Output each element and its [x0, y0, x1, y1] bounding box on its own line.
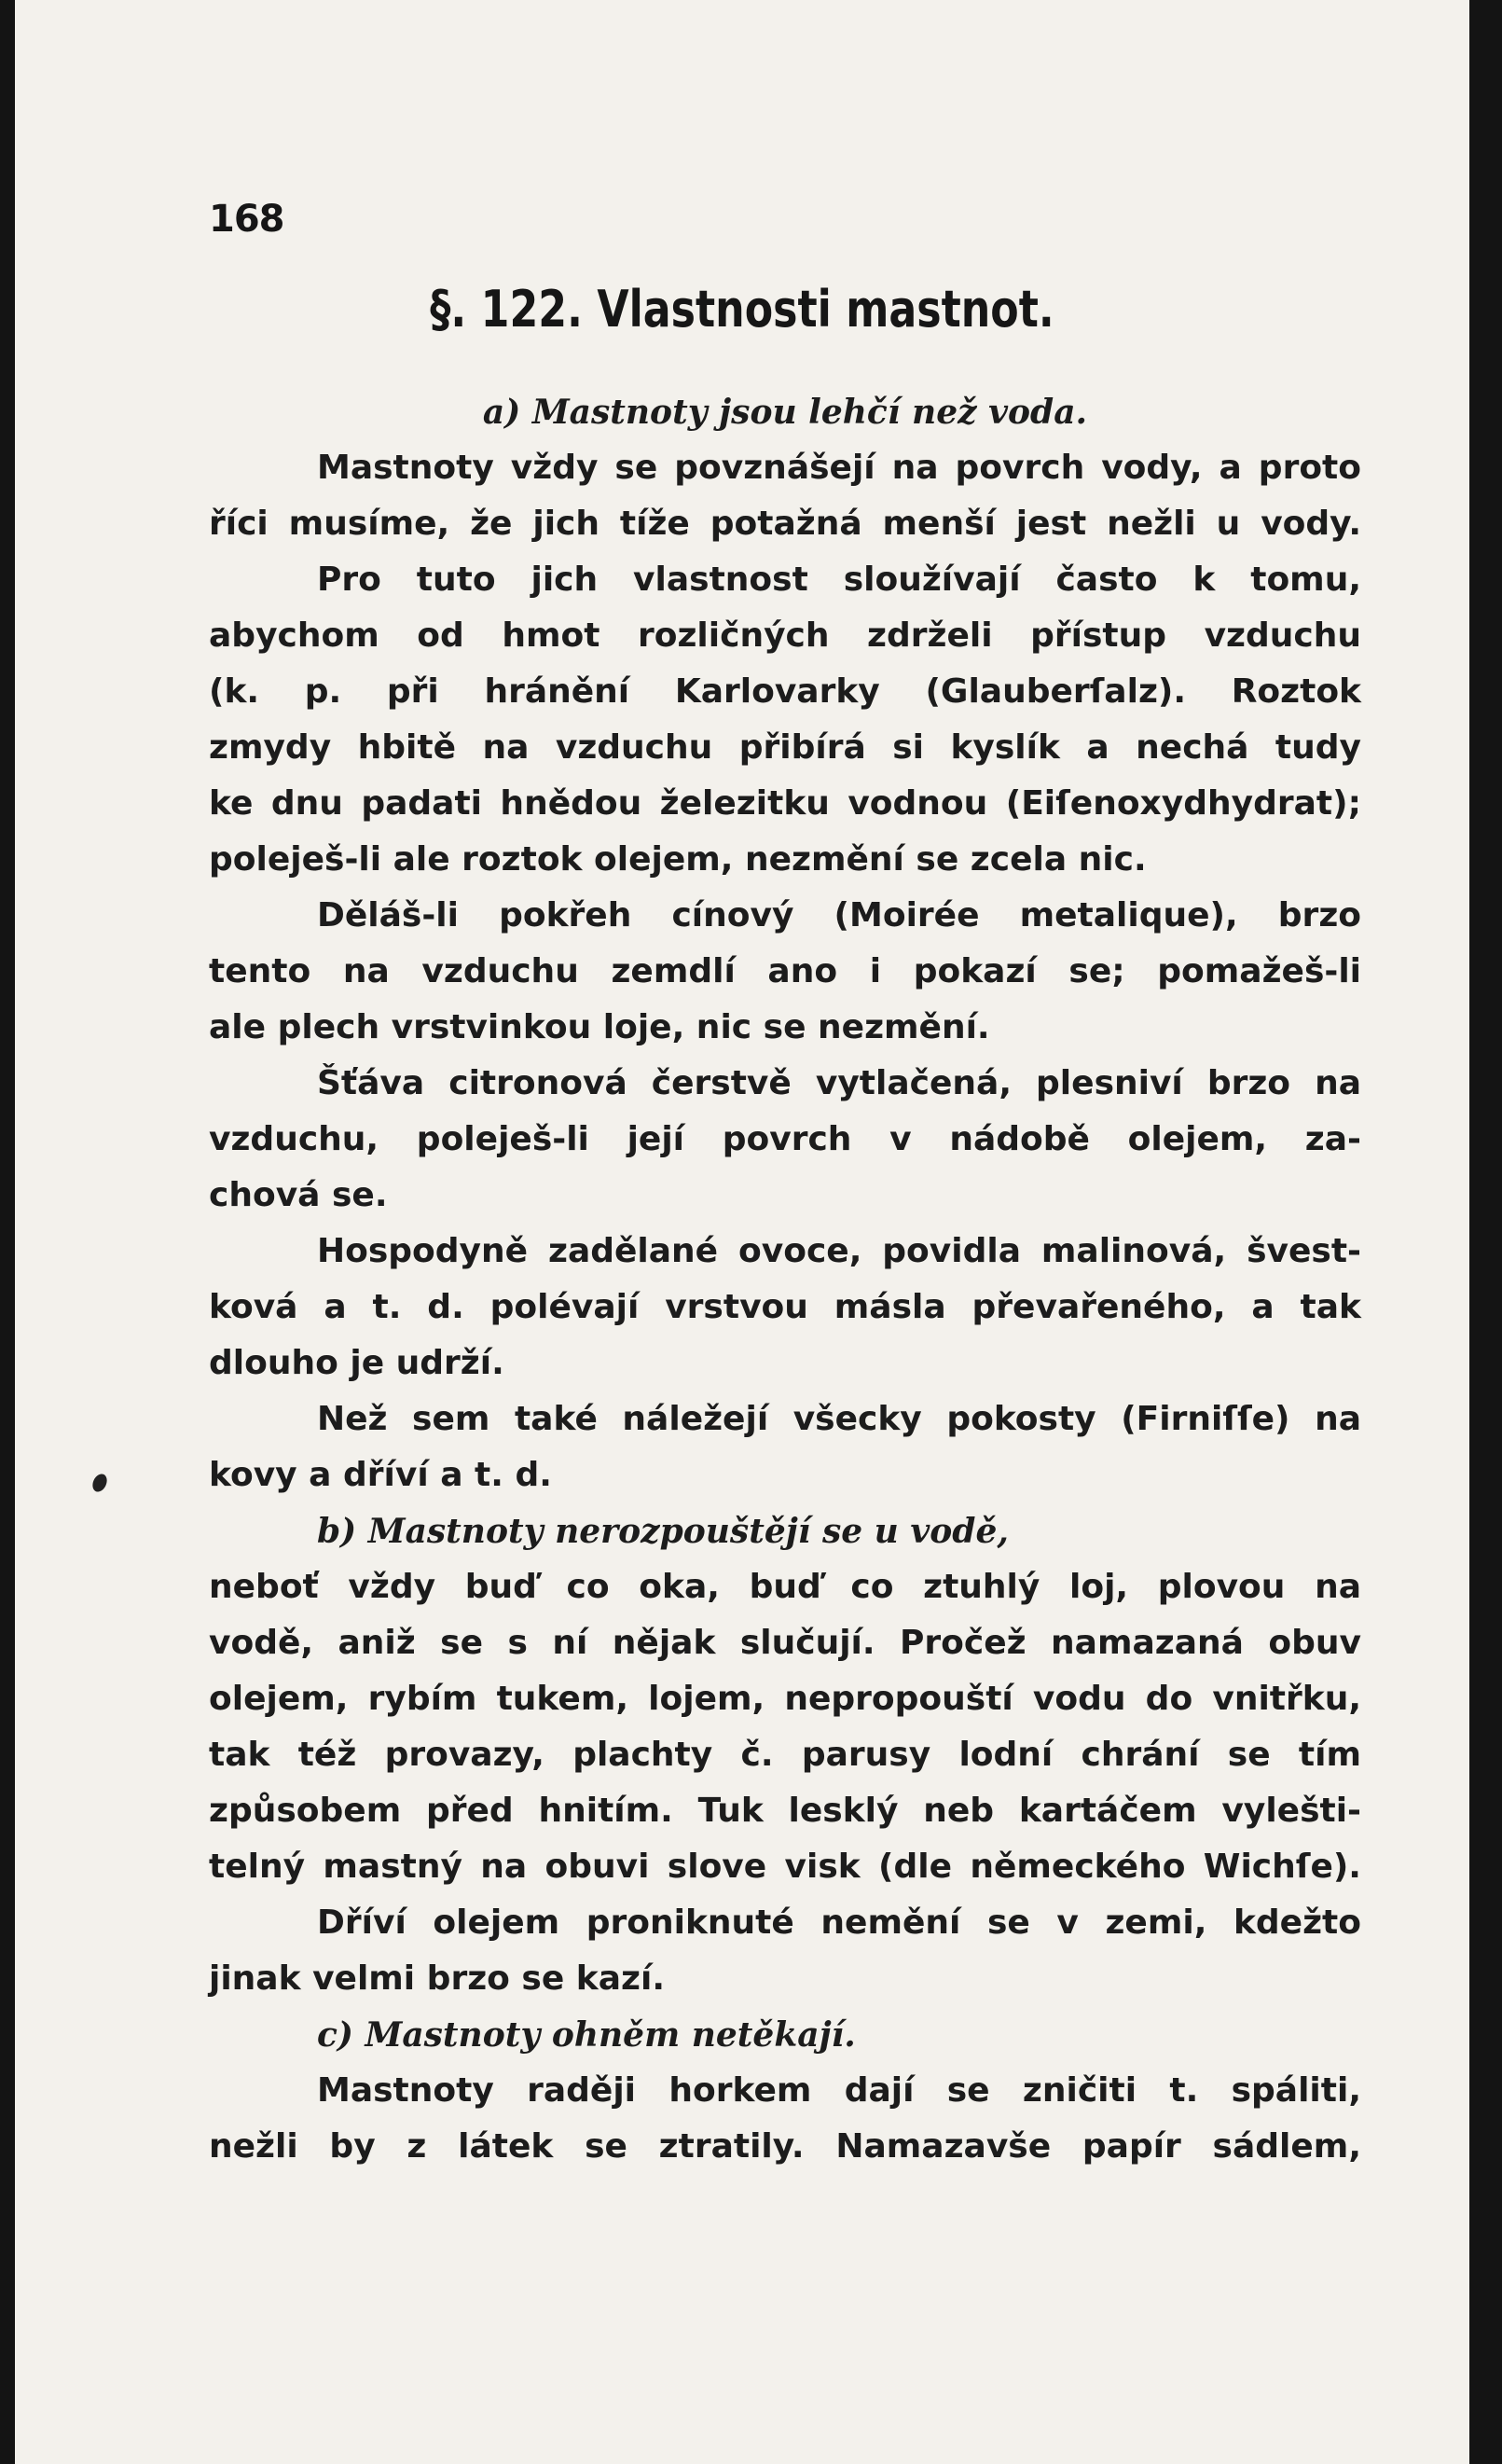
text-line: neboť vždy buď co oka, buď co ztuhlý loj, plovou na: [209, 1568, 1361, 1606]
text-line: c) Mastnoty ohněm netěkají.: [317, 2015, 856, 2055]
text-line: způsobem před hnitím. Tuk lesklý neb kartáčem vylešti-: [209, 1792, 1361, 1830]
section-heading: §. 122. Vlastnosti mastnot.: [430, 280, 1054, 339]
text-line: olejem, rybím tukem, lojem, nepropouští vodu do vnitřku,: [209, 1680, 1361, 1718]
text-line: telný mastný na obuvi slove visk (dle německého Wichſe).: [209, 1848, 1361, 1886]
text-line: jinak velmi brzo se kazí.: [209, 1959, 666, 1998]
page-number: 168: [209, 198, 284, 241]
text-line: b) Mastnoty nerozpouštějí se u vodě,: [317, 1512, 1009, 1551]
text-line: tento na vzduchu zemdlí ano i pokazí se; pomažeš-li: [209, 952, 1361, 990]
text-line: Mastnoty raději horkem dají se zničiti t. spáliti,: [317, 2071, 1361, 2110]
text-line: ková a t. d. polévají vrstvou másla převařeného, a tak: [209, 1288, 1361, 1326]
text-line: chová se.: [209, 1176, 388, 1214]
text-line: a) Mastnoty jsou lehčí než voda.: [482, 393, 1088, 432]
text-line: poleješ-li ale roztok olejem, nezmění se zcela nic.: [209, 840, 1147, 879]
text-line: Děláš-li pokřeh cínový (Moirée metalique), brzo: [317, 896, 1361, 934]
text-line: vodě, aniž se s ní nějak slučují. Pročež namazaná obuv: [209, 1624, 1361, 1662]
text-line: Pro tuto jich vlastnost sloužívají často k tomu,: [317, 561, 1361, 599]
text-line: (k. p. při hránění Karlovarky (Glauberſalz). Roztok: [209, 672, 1361, 711]
text-line: Šťáva citronová čerstvě vytlačená, plesniví brzo na: [317, 1064, 1361, 1102]
text-line: říci musíme, že jich tíže potažná menší jest nežli u vody.: [209, 505, 1361, 543]
book-page: [15, 0, 1469, 2464]
text-line: tak též provazy, plachty č. parusy lodní chrání se tím: [209, 1736, 1361, 1774]
text-line: zmydy hbitě na vzduchu přibírá si kyslík a nechá tudy: [209, 728, 1361, 767]
ink-blot-mark: [90, 1472, 109, 1494]
text-line: nežli by z látek se ztratily. Namazavše papír sádlem,: [209, 2127, 1361, 2166]
text-line: abychom od hmot rozličných zdrželi přístup vzduchu: [209, 616, 1361, 655]
text-line: Mastnoty vždy se povznášejí na povrch vody, a proto: [317, 449, 1361, 487]
text-line: Hospodyně zadělané ovoce, povidla malinová, švest-: [317, 1232, 1361, 1270]
text-line: Než sem také náležejí všecky pokosty (Firniſſe) na: [317, 1400, 1361, 1438]
text-line: ke dnu padati hnědou železitku vodnou (Eiſenoxydhydrat);: [209, 784, 1361, 823]
text-line: Dříví olejem proniknuté nemění se v zemi, kdežto: [317, 1903, 1361, 1942]
text-line: ale plech vrstvinkou loje, nic se nezmění.: [209, 1008, 990, 1046]
text-line: dlouho je udrží.: [209, 1344, 504, 1382]
text-line: kovy a dříví a t. d.: [209, 1456, 552, 1494]
text-line: vzduchu, poleješ-li její povrch v nádobě olejem, za-: [209, 1120, 1361, 1158]
